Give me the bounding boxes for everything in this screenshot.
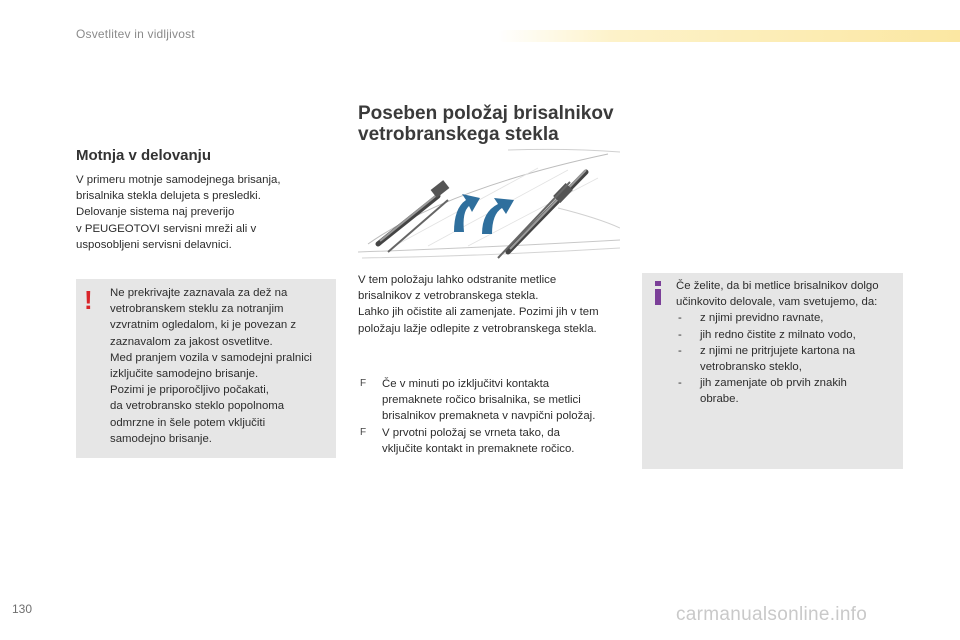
step-item: F Če v minuti po izključitvi kontakta premaknete ročico brisalnika, se metlici brisalnikov premakneta v navpični položaj. <box>360 378 596 423</box>
list-item: - z njimi previdno ravnate, <box>678 312 824 325</box>
warning-text: Ne prekrivajte zaznavala za dež na vetrobranskem steklu za notranjim vzvratnim ogledalom, ki je povezan z zaznavalom za jakost osvetlitve. Med pranjem vozila v samodejni pralnici izključite samodejno brisanje. Pozimi je priporočljivo počakati, da vetrobransko steklo popolnoma odmrzne in šele potem vključiti samodejno brisanje. <box>110 287 312 445</box>
warning-box <box>76 279 336 458</box>
step-item: F V prvotni položaj se vrneta tako, da vključite kontakt in premaknete ročico. <box>360 426 575 455</box>
malfunction-paragraph: V primeru motnje samodejnega brisanja, brisalnika stekla delujeta s presledki. Delovanje sistema naj preverijo v PEUGEOTOVI servisni mreži ali v usposobljeni servisni delavnici. <box>76 174 281 251</box>
watermark: carmanualsonline.info <box>676 604 868 625</box>
header-accent-bar <box>498 30 960 42</box>
special-position-paragraph: V tem položaju lahko odstranite metlice brisalnikov z vetrobranskega stekla. Lahko jih očistite ali zamenjate. Pozimi jih v tem položaju lažje odlepite z vetrobranskega stekla. <box>358 274 599 335</box>
list-item: - jih redno čistite z milnato vodo, <box>678 328 856 341</box>
info-text: Če želite, da bi metlice brisalnikov dolgo učinkovito delovale, vam svetujemo, da: - z njimi previdno ravnate, - jih redno čistite z milnato vodo, - z njimi ne pritrjujete kartona na vetrobransko steklo, - jih zamenjate ob prvih znakih obrabe. <box>676 278 902 408</box>
wiper-illustration <box>358 148 620 264</box>
list-item: - jih zamenjate ob prvih znakih obrabe. <box>678 377 847 406</box>
lift-arrow-left-icon <box>454 194 480 232</box>
step-bullet-icon: F <box>360 378 367 389</box>
section-title: Osvetlitev in vidljivost <box>76 27 195 41</box>
heading-malfunction: Motnja v delovanju <box>76 147 212 164</box>
warning-exclamation-icon: ! <box>84 285 93 315</box>
info-box <box>642 273 903 469</box>
heading-special-wiper-position: Poseben položaj brisalnikov vetrobranskega stekla <box>358 103 614 145</box>
lift-arrow-right-icon <box>482 198 514 234</box>
step-bullet-icon: F <box>360 426 367 438</box>
list-item: - z njimi ne pritrjujete kartona na vetrobransko steklo, <box>678 344 856 374</box>
right-wiper <box>498 170 586 258</box>
info-icon <box>652 281 664 305</box>
page-number: 130 <box>12 602 33 616</box>
left-wiper <box>378 180 449 252</box>
steps-list <box>358 376 628 457</box>
